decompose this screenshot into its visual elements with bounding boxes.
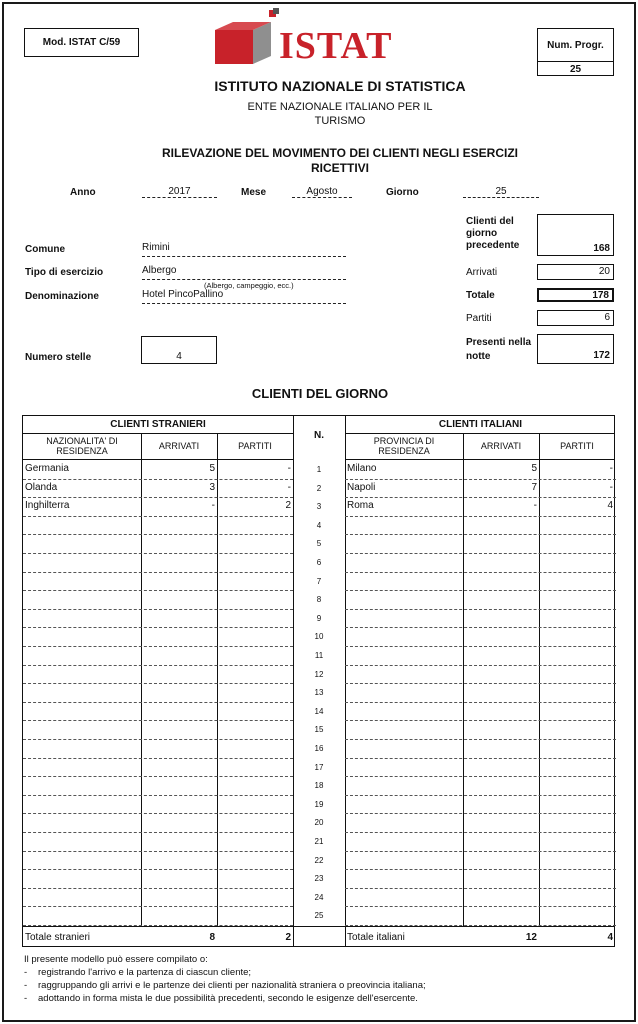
comune-field[interactable]: Rimini (142, 242, 346, 257)
tipo-hint: (Albergo, campeggio, ecc.) (204, 281, 294, 290)
totale-stranieri-partiti: 2 (285, 932, 291, 943)
row-number: 17 (314, 762, 324, 772)
row-number: 13 (314, 688, 324, 698)
col-partiti-italiani-header: PARTITI (560, 441, 594, 451)
table-cell[interactable]: Roma (347, 500, 374, 512)
table-cell[interactable]: 5 (209, 463, 215, 474)
row-number: 7 (316, 576, 322, 586)
row-number: 23 (314, 874, 324, 884)
logo-text: ISTAT (279, 25, 393, 67)
ente-line-2: TURISMO (314, 115, 366, 127)
row-number: 24 (314, 892, 324, 902)
row-separator (23, 813, 293, 814)
notes-item: - registrando l'arrivo e la partenza di ciascun cliente; (24, 967, 252, 978)
row-number: 18 (314, 781, 324, 791)
row-separator (345, 646, 616, 647)
table-cell[interactable]: Germania (25, 463, 69, 474)
table-cell[interactable]: - (609, 481, 613, 493)
row-separator (23, 702, 293, 703)
survey-title (130, 146, 550, 176)
row-separator (345, 572, 616, 573)
col-nazionalita-header (23, 436, 141, 456)
row-number: 6 (316, 558, 322, 567)
row-separator (23, 720, 293, 721)
row-separator (23, 627, 293, 628)
notes-item-text: adottando in forma mista le due possibilità precedenti, secondo le esigenze dell'esercente. (38, 993, 418, 1004)
row-number: 22 (314, 855, 324, 865)
totale-stranieri-arrivati: 8 (209, 932, 215, 943)
row-separator (23, 479, 293, 480)
num-progr-label: Num. Progr. (547, 39, 604, 51)
row-number: 11 (314, 651, 324, 660)
row-separator (345, 534, 616, 535)
col-arrivati-italiani-header: ARRIVATI (480, 441, 522, 451)
header-divider (23, 459, 293, 460)
notes-item: - adottando in forma mista le due possibilità precedenti, secondo le esigenze dell'esercente. (24, 993, 418, 1004)
col-provincia-line-2: RESIDENZA (378, 446, 430, 456)
row-separator (23, 925, 293, 926)
row-number: 10 (314, 632, 324, 642)
num-progr-box (537, 28, 614, 76)
arrivati-value[interactable]: 20 (537, 264, 614, 280)
notes (24, 953, 624, 1005)
notes-item: - raggruppando gli arrivi e le partenze dei clienti per nazionalità straniera o preovincia italiana; (24, 980, 426, 991)
denominazione-label: Denominazione (25, 291, 99, 302)
col-divider (293, 416, 294, 946)
row-separator (345, 888, 616, 889)
row-separator (345, 683, 616, 684)
precedente-label-2: giorno (466, 228, 498, 239)
row-number: 21 (314, 837, 324, 846)
col-nazionalita-line-1: NAZIONALITA' DI (46, 436, 118, 446)
notes-item-text: raggruppando gli arrivi e le partenze dei clienti per nazionalità straniera o preovincia italiana; (38, 980, 426, 991)
survey-title-line-1: RILEVAZIONE DEL MOVIMENTO DEI CLIENTI NEGLI ESERCIZI (161, 146, 519, 160)
row-number: 25 (314, 911, 324, 921)
ente-name (230, 100, 450, 128)
presenti-value[interactable]: 172 (537, 334, 614, 364)
mese-field[interactable]: Agosto (292, 186, 352, 198)
totale-stranieri-label: Totale stranieri (25, 932, 91, 943)
giorno-field[interactable]: 25 (463, 186, 539, 198)
stelle-label: Numero stelle (25, 352, 92, 363)
partiti-value[interactable]: 6 (537, 310, 614, 326)
num-progr-value: 25 (538, 61, 613, 77)
row-separator (23, 534, 293, 535)
stelle-field[interactable]: 4 (141, 336, 217, 364)
tipo-label: Tipo di esercizio (25, 267, 104, 278)
totale-italiani-label: Totale italiani (347, 932, 405, 943)
table-cell[interactable]: 7 (531, 481, 537, 493)
row-number: 16 (314, 744, 324, 753)
row-separator (23, 572, 293, 573)
row-separator (345, 627, 616, 628)
row-number: 4 (316, 520, 322, 530)
row-number: 1 (316, 465, 322, 474)
model-code-box (24, 28, 139, 57)
table-cell[interactable]: Napoli (347, 481, 376, 493)
row-separator (23, 683, 293, 684)
comune-label: Comune (25, 244, 65, 255)
clienti-giorno-title: CLIENTI DEL GIORNO (251, 386, 389, 401)
col-provincia-line-1: PROVINCIA DI (373, 436, 435, 446)
precedente-label-3: precedente (466, 240, 520, 251)
row-separator (23, 497, 293, 498)
notes-intro: Il presente modello può essere compilato o: (24, 954, 208, 965)
denominazione-field[interactable]: Hotel PincoPallino (142, 289, 346, 304)
table-cell[interactable]: Milano (347, 463, 377, 474)
clienti-table (22, 415, 615, 947)
row-separator (345, 720, 616, 721)
anno-field[interactable]: 2017 (142, 186, 217, 198)
row-number: 5 (316, 539, 322, 549)
col-divider (345, 416, 346, 946)
row-separator (23, 646, 293, 647)
mese-label: Mese (241, 187, 267, 198)
tipo-field[interactable]: Albergo (142, 265, 346, 280)
row-separator (345, 609, 616, 610)
row-number: 9 (316, 613, 322, 623)
row-separator (23, 795, 293, 796)
presenti-label-1: Presenti nella (466, 337, 532, 348)
totale-italiani-partiti: 4 (607, 932, 613, 943)
row-separator (345, 497, 616, 498)
row-number: 3 (316, 502, 322, 512)
row-separator (345, 851, 616, 852)
col-provincia-header (345, 436, 463, 456)
row-separator (345, 795, 616, 796)
row-number: 2 (316, 483, 322, 493)
row-number: 12 (314, 669, 324, 679)
precedente-label-1: Clienti del (466, 216, 514, 227)
row-separator (23, 609, 293, 610)
precedente-label (466, 216, 519, 252)
totale-label: Totale (466, 290, 495, 301)
row-separator (23, 832, 293, 833)
row-separator (23, 869, 293, 870)
n-header: N. (314, 430, 324, 441)
table-cell[interactable]: 3 (209, 481, 215, 493)
survey-title-line-2: RICETTIVI (310, 161, 369, 175)
row-separator (345, 553, 616, 554)
header-divider (345, 459, 614, 460)
arrivati-label: Arrivati (466, 267, 498, 278)
notes-item-text: registrando l'arrivo e la partenza di ciascun cliente; (38, 967, 252, 978)
col-partiti-stranieri-header: PARTITI (238, 441, 272, 451)
giorno-label: Giorno (386, 187, 419, 198)
row-separator (345, 516, 616, 517)
totale-italiani-arrivati: 12 (525, 932, 537, 943)
row-separator (23, 553, 293, 554)
row-separator (345, 590, 616, 591)
partiti-label: Partiti (466, 313, 492, 324)
row-separator (23, 851, 293, 852)
row-separator (23, 888, 293, 889)
row-separator (345, 925, 616, 926)
institute-name: ISTITUTO NAZIONALE DI STATISTICA (214, 78, 466, 94)
row-separator (345, 739, 616, 740)
row-separator (345, 832, 616, 833)
header-divider (23, 433, 293, 434)
row-separator (345, 906, 616, 907)
row-number: 14 (314, 706, 324, 716)
table-cell[interactable]: Inghilterra (25, 500, 70, 512)
table-cell[interactable]: 5 (531, 463, 537, 474)
total-divider (23, 926, 614, 927)
row-number: 15 (314, 725, 324, 735)
table-cell[interactable]: - (211, 500, 215, 512)
ente-line-1: ENTE NAZIONALE ITALIANO PER IL (247, 101, 433, 113)
table-cell[interactable]: - (287, 463, 291, 474)
row-separator (23, 590, 293, 591)
row-separator (23, 516, 293, 517)
table-cell[interactable]: Olanda (25, 481, 58, 493)
model-code: Mod. ISTAT C/59 (42, 37, 121, 48)
col-nazionalita-line-2: RESIDENZA (56, 446, 108, 456)
table-cell[interactable]: 2 (285, 500, 291, 512)
presenti-label-2: notte (466, 351, 491, 362)
row-separator (345, 479, 616, 480)
row-separator (23, 776, 293, 777)
row-number: 8 (316, 595, 322, 605)
totale-value[interactable]: 178 (537, 288, 614, 302)
row-separator (345, 869, 616, 870)
row-separator (23, 758, 293, 759)
precedente-value[interactable]: 168 (537, 214, 614, 256)
row-separator (345, 813, 616, 814)
row-separator (345, 776, 616, 777)
row-number: 19 (314, 799, 324, 809)
row-number: 20 (314, 818, 324, 828)
row-separator (345, 702, 616, 703)
table-cell[interactable]: - (533, 500, 537, 512)
table-cell[interactable]: - (609, 463, 613, 474)
row-separator (345, 665, 616, 666)
row-separator (23, 739, 293, 740)
col-arrivati-stranieri-header: ARRIVATI (158, 441, 200, 451)
row-separator (345, 758, 616, 759)
stranieri-title: CLIENTI STRANIERI (110, 419, 206, 430)
italiani-title: CLIENTI ITALIANI (438, 419, 523, 430)
anno-label: Anno (70, 187, 96, 198)
row-separator (23, 906, 293, 907)
istat-logo (213, 8, 403, 68)
presenti-label (466, 336, 531, 364)
table-cell[interactable]: 4 (607, 500, 613, 512)
row-separator (23, 665, 293, 666)
header-divider (345, 433, 614, 434)
table-cell[interactable]: - (287, 481, 291, 493)
